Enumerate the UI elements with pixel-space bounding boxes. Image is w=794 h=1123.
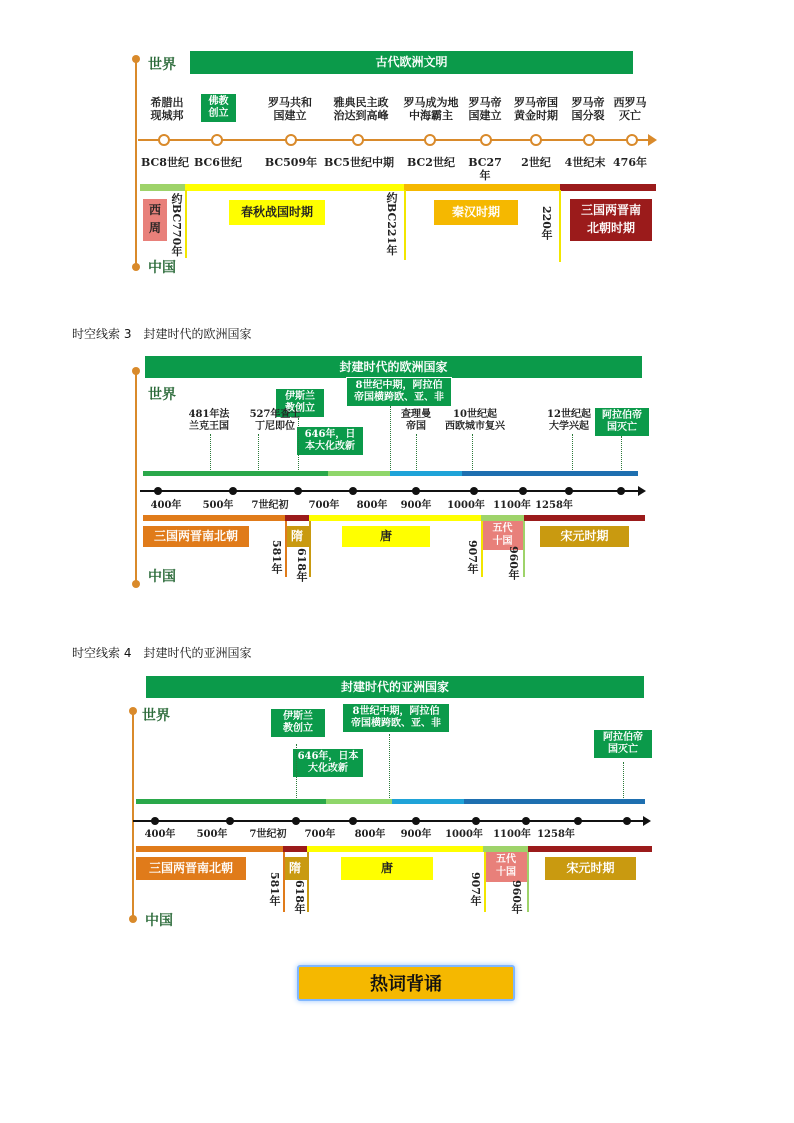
marker-line <box>309 521 311 577</box>
china-bar-darkred <box>524 515 645 521</box>
date-label: BC5世纪中期 <box>324 156 394 169</box>
section-heading: 时空线索 3 封建时代的欧洲国家 <box>72 327 252 341</box>
period-bar-three-kingdoms <box>560 184 656 191</box>
year-axis-arrow <box>638 486 646 496</box>
event-connector <box>296 744 297 800</box>
year-tick: 1100年 <box>493 829 531 840</box>
marker-label: 618年 <box>293 880 306 914</box>
year-dot <box>519 487 527 495</box>
year-tick: 500年 <box>202 500 234 511</box>
year-tick: 7世纪初 <box>249 829 287 840</box>
event-label: 罗马帝 国分裂 <box>571 96 605 122</box>
event-label: 罗马共和 国建立 <box>268 96 312 122</box>
year-tick: 700年 <box>308 500 340 511</box>
box-arab-fall: 阿拉伯帝 国灭亡 <box>593 729 653 759</box>
event-connector <box>621 436 622 472</box>
year-tick: 500年 <box>196 829 228 840</box>
year-dot <box>470 487 478 495</box>
year-tick: 1100年 <box>493 500 531 511</box>
marker-line <box>285 521 287 577</box>
year-dot <box>151 817 159 825</box>
event-label: 罗马成为地 中海霸主 <box>403 96 459 122</box>
event-connector <box>572 434 573 472</box>
event-label: 查理曼 帝国 <box>401 409 431 432</box>
vertical-axis <box>135 370 137 585</box>
year-dot <box>349 487 357 495</box>
year-tick: 400年 <box>150 500 182 511</box>
event-label: 527年查士 丁尼即位 <box>249 409 301 432</box>
china-bar-orange <box>136 846 283 852</box>
china-label: 中国 <box>148 260 176 276</box>
box-islam: 伊斯兰 教创立 <box>270 708 326 738</box>
timeline-node <box>480 134 492 146</box>
timeline-node <box>352 134 364 146</box>
marker-line <box>481 521 483 577</box>
period-western-zhou: 西 周 <box>143 199 167 241</box>
event-label: 西罗马 灭亡 <box>613 96 647 122</box>
event-label: 12世纪起 大学兴起 <box>547 409 591 432</box>
timeline-arrow <box>648 134 657 146</box>
year-dot <box>565 487 573 495</box>
marker-line <box>307 852 309 912</box>
world-bar-blue <box>462 471 638 476</box>
world-bar-green <box>143 471 328 476</box>
year-tick: 900年 <box>400 829 432 840</box>
hot-words-button[interactable]: 热词背诵 <box>297 965 515 1001</box>
marker-label: 960年 <box>507 546 520 580</box>
year-tick: 1258年 <box>537 829 575 840</box>
banner-feudal-asia: 封建时代的亚洲国家 <box>146 676 644 698</box>
period-bar-western-zhou <box>140 184 185 191</box>
period-three-kingdoms: 三国两晋南北朝 <box>136 857 246 880</box>
event-connector <box>389 734 390 800</box>
timeline-node <box>285 134 297 146</box>
event-label: 481年法 兰克王国 <box>188 409 230 432</box>
banner-ancient-europe: 古代欧洲文明 <box>190 51 633 74</box>
year-tick: 900年 <box>400 500 432 511</box>
china-bar-darkred <box>283 846 307 852</box>
year-tick: 1000年 <box>447 500 485 511</box>
event-label: 罗马帝 国建立 <box>468 96 502 122</box>
period-tang: 唐 <box>342 526 430 547</box>
event-label: 10世纪起 西欧城市复兴 <box>445 409 505 432</box>
section-heading: 时空线索 4 封建时代的亚洲国家 <box>72 646 252 660</box>
marker-label: 907年 <box>466 540 479 574</box>
timeline-node <box>626 134 638 146</box>
marker-label: 约BC221年 <box>385 192 398 256</box>
event-label: 希腊出 现城邦 <box>150 96 184 122</box>
world-bar-lightgreen <box>328 471 390 476</box>
year-dot <box>522 817 530 825</box>
period-bar-spring-autumn <box>185 184 404 191</box>
year-tick: 7世纪初 <box>251 500 289 511</box>
period-spring-autumn: 春秋战国时期 <box>229 200 325 225</box>
period-three-kingdoms: 三国两晋南北朝 <box>143 526 249 547</box>
vertical-axis <box>135 58 137 268</box>
marker-line <box>283 852 285 912</box>
event-connector <box>623 762 624 800</box>
event-label: 罗马帝国 黄金时期 <box>514 96 558 122</box>
world-label: 世界 <box>148 57 176 73</box>
box-arab-fall: 阿拉伯帝 国灭亡 <box>594 407 650 437</box>
event-connector <box>472 434 473 472</box>
vertical-axis <box>132 710 134 920</box>
date-label: BC509年 <box>264 156 318 169</box>
year-dot <box>617 487 625 495</box>
banner-feudal-europe: 封建时代的欧洲国家 <box>145 356 642 378</box>
event-connector <box>210 434 211 472</box>
event-connector <box>258 434 259 472</box>
china-label: 中国 <box>148 569 176 585</box>
year-tick: 1000年 <box>445 829 483 840</box>
event-connector <box>298 418 299 472</box>
year-axis <box>133 820 645 822</box>
marker-line <box>484 852 486 912</box>
year-tick: 1258年 <box>535 500 573 511</box>
marker-line <box>185 190 187 258</box>
marker-label: 220年 <box>540 206 553 240</box>
date-label: BC2世纪 <box>407 156 455 169</box>
box-arab-empire: 8世纪中期，阿拉伯 帝国横跨欧、亚、非 <box>346 377 452 407</box>
timeline-node <box>424 134 436 146</box>
timeline-node <box>211 134 223 146</box>
event-connector <box>416 434 417 472</box>
world-bar-cyan <box>390 471 462 476</box>
timeline-node <box>530 134 542 146</box>
marker-label: 907年 <box>469 872 482 906</box>
world-bar-cyan <box>392 799 464 804</box>
marker-line <box>527 852 529 912</box>
period-five-dynasties: 五代 十国 <box>481 521 524 550</box>
year-tick: 800年 <box>356 500 388 511</box>
year-dot <box>472 817 480 825</box>
date-label: BC27年 <box>468 156 502 182</box>
marker-label: 618年 <box>295 548 308 582</box>
china-bar-orange <box>143 515 285 521</box>
box-arab-empire: 8世纪中期，阿拉伯 帝国横跨欧、亚、非 <box>342 703 450 733</box>
period-song-yuan: 宋元时期 <box>545 857 636 880</box>
china-bar-yellow <box>309 515 481 521</box>
year-dot <box>623 817 631 825</box>
world-bar-blue <box>464 799 645 804</box>
period-sui: 隋 <box>283 857 307 880</box>
world-label: 世界 <box>148 387 176 403</box>
year-tick: 400年 <box>144 829 176 840</box>
year-tick: 700年 <box>304 829 336 840</box>
china-bar-darkred <box>285 515 309 521</box>
china-bar-darkred <box>528 846 652 852</box>
timeline-node <box>583 134 595 146</box>
event-label: 雅典民主政 治达到高峰 <box>333 96 389 122</box>
event-box-buddhism: 佛教 创立 <box>200 93 237 123</box>
marker-label: 581年 <box>268 872 281 906</box>
period-five-dynasties: 五代 十国 <box>484 852 528 882</box>
marker-line <box>559 190 561 262</box>
marker-label: 约BC770年 <box>170 193 183 257</box>
period-tang: 唐 <box>341 857 433 880</box>
marker-line <box>523 521 525 577</box>
marker-line <box>404 190 406 260</box>
marker-label: 960年 <box>510 880 523 914</box>
period-bar-qin-han <box>404 184 560 191</box>
period-three-kingdoms: 三国两晋南 北朝时期 <box>570 199 652 241</box>
world-bar-lightgreen <box>326 799 392 804</box>
year-tick: 800年 <box>354 829 386 840</box>
date-label: 476年 <box>613 156 647 169</box>
year-dot <box>294 487 302 495</box>
year-dot <box>292 817 300 825</box>
marker-label: 581年 <box>270 540 283 574</box>
year-dot <box>412 487 420 495</box>
timeline-node <box>158 134 170 146</box>
china-label: 中国 <box>145 913 173 929</box>
year-dot <box>574 817 582 825</box>
period-qin-han: 秦汉时期 <box>434 200 518 225</box>
period-sui: 隋 <box>285 526 309 547</box>
year-dot <box>412 817 420 825</box>
date-label: 4世纪末 <box>564 156 606 169</box>
box-taika-reform: 646年，日 本大化改新 <box>296 426 364 456</box>
year-dot <box>229 487 237 495</box>
year-dot <box>226 817 234 825</box>
year-dot <box>154 487 162 495</box>
china-bar-yellow <box>307 846 483 852</box>
event-connector <box>390 406 391 472</box>
date-label: 2世纪 <box>521 156 551 169</box>
year-dot <box>349 817 357 825</box>
date-label: BC6世纪 <box>194 156 242 169</box>
box-taika-reform: 646年，日本 大化改新 <box>292 748 364 778</box>
year-axis-arrow <box>643 816 651 826</box>
world-label: 世界 <box>142 708 170 724</box>
world-bar-green <box>136 799 326 804</box>
period-song-yuan: 宋元时期 <box>540 526 629 547</box>
date-label: BC8世纪 <box>141 156 189 169</box>
box-islam: 伊斯兰 教创立 <box>275 388 325 418</box>
